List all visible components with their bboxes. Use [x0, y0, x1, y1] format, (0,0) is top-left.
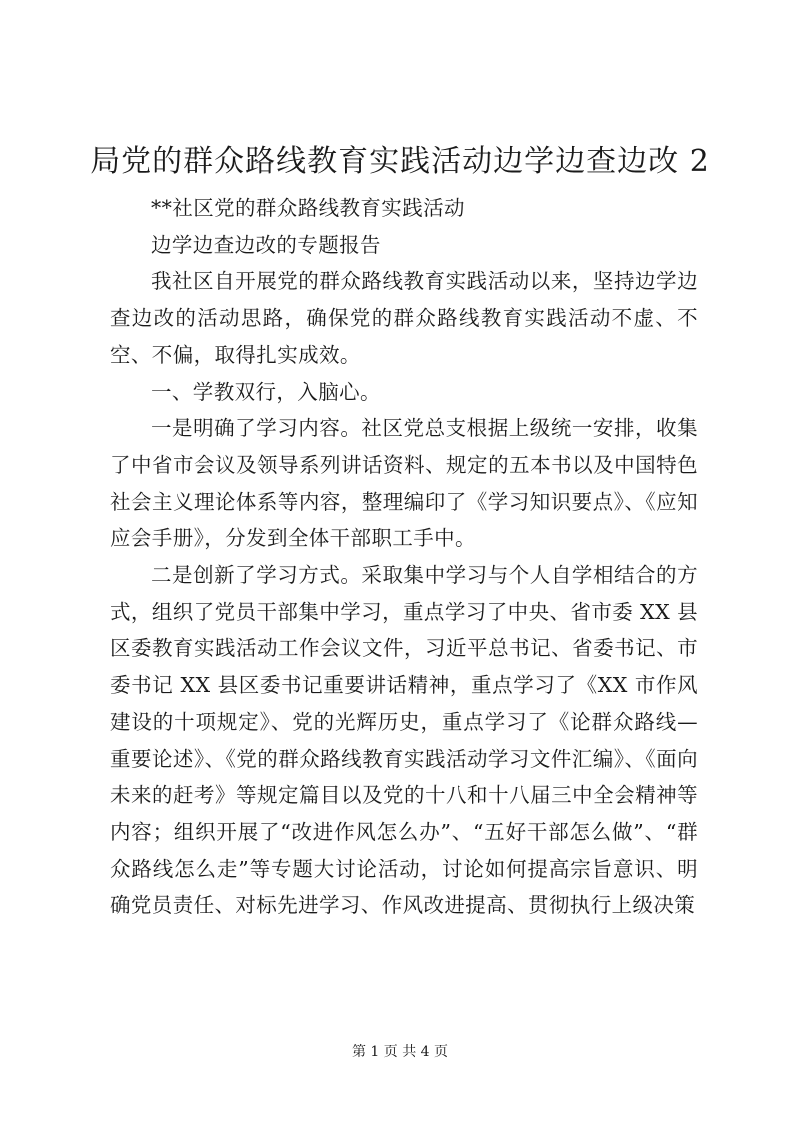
- body-paragraph: 一是明确了学习内容。社区党总支根据上级统一安排，收集了中省市会议及领导系列讲话资料、规定的五本书以及中国特色社会主义理论体系等内容，整理编印了《学习知识要点》、《应知应会手册》，分发到全体干部职工手中。: [110, 416, 698, 551]
- body-paragraph: **社区党的群众路线教育实践活动: [151, 196, 465, 220]
- body-paragraph: 我社区自开展党的群众路线教育实践活动以来，坚持边学边查边改的活动思路，确保党的群众路线教育实践活动不虚、不空、不偏，取得扎实成效。: [110, 269, 698, 367]
- document-title: 局党的群众路线教育实践活动边学边查边改 2: [90, 144, 710, 179]
- section-heading: 一、学教双行，入脑心。: [151, 379, 381, 404]
- body-paragraph: 二是创新了学习方式。采取集中学习与个人自学相结合的方式，组织了党员干部集中学习，重点学习了中央、省市委 XX 县区委教育实践活动工作会议文件，习近平总书记、省委书记、市委书记 XX 县区委书记重要讲话精神，重点学习了《XX 市作风建设的十项规定》、党的光辉历史，重点学习了《论群众路线—重要论述》、《党的群众路线教育实践活动学习文件汇编》、《面向未来的赶考》等规定篇目以及党的十八和十八届三中全会精神等内容；组织开展了“改进作风怎么办”、“五好干部怎么做”、“群众路线怎么走”等专题大讨论活动，讨论如何提高宗旨意识、明确党员责任、对标先进学习、作风改进提高、贯彻执行上级决策: [110, 563, 698, 918]
- page-footer: 第 1 页 共 4 页: [351, 1044, 449, 1060]
- document-body: [110, 190, 698, 924]
- body-paragraph: 边学边查边改的专题报告: [151, 232, 381, 257]
